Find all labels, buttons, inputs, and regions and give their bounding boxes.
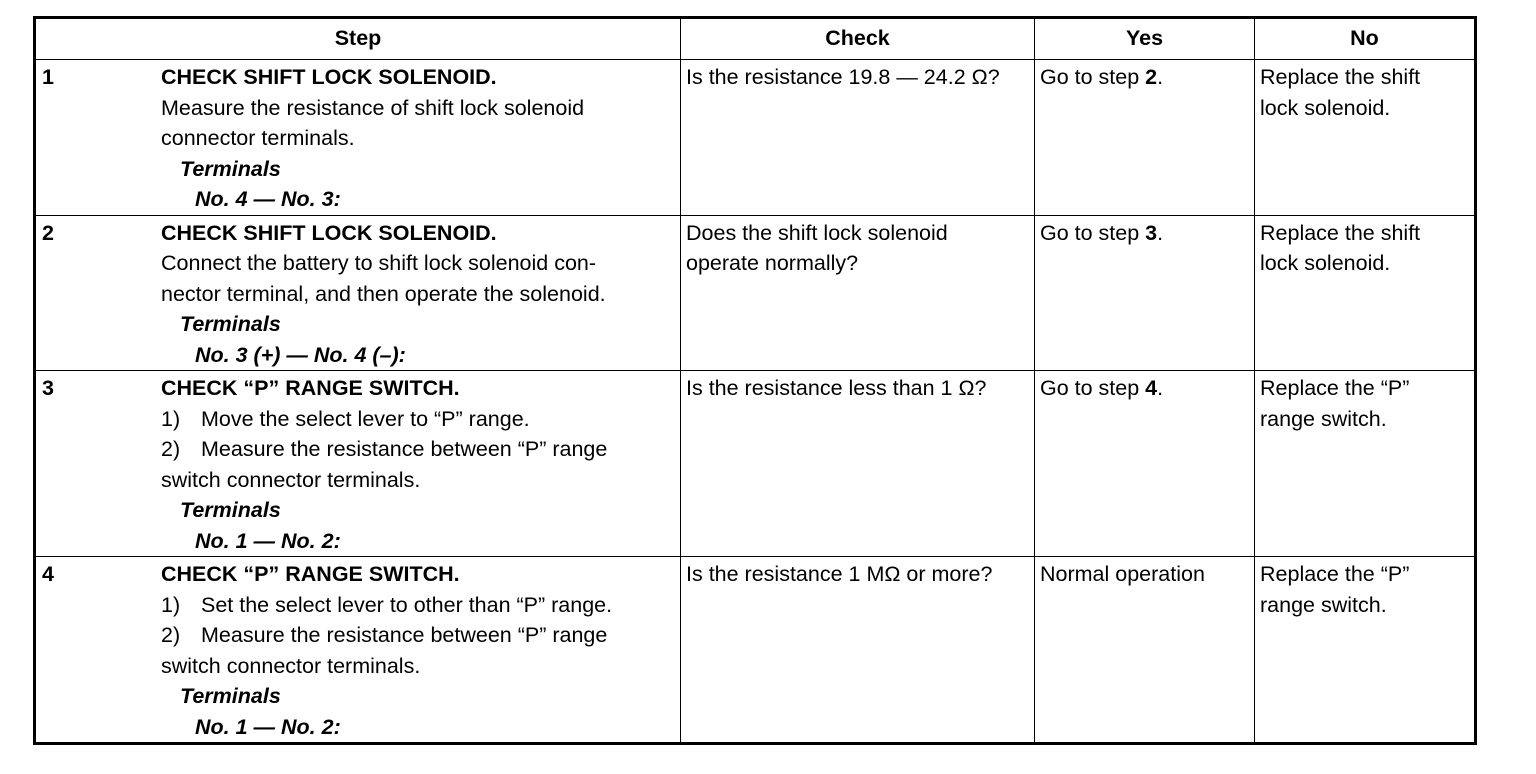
no-text: lock solenoid. <box>1260 251 1391 275</box>
no-text: Replace the shift <box>1260 65 1421 89</box>
step-title: CHECK SHIFT LOCK SOLENOID. <box>161 65 497 89</box>
step-text-line: switch connector terminals. <box>161 653 421 678</box>
terminals-label: Terminals <box>180 156 281 181</box>
yes-cell <box>1035 557 1255 744</box>
step-text-line: connector terminals. <box>161 126 355 150</box>
substep-label: 2) <box>161 437 181 461</box>
yes-text: Go to step <box>1040 220 1146 245</box>
check-text: operate normally? <box>686 251 859 275</box>
no-cell <box>1255 557 1476 744</box>
yes-cell <box>1035 371 1255 557</box>
step-title: CHECK “P” RANGE SWITCH. <box>161 376 460 400</box>
no-text: Replace the “P” <box>1260 376 1410 400</box>
substep-text: Move the select lever to “P” range. <box>201 406 530 431</box>
table-row <box>35 215 1476 371</box>
terminals-label: Terminals <box>180 498 281 522</box>
table-row <box>35 557 1476 744</box>
yes-step-ref: 2 <box>1145 65 1158 89</box>
terminals-value: No. 3 (+) — No. 4 (–): <box>195 342 406 367</box>
header-check: Check <box>681 18 1035 60</box>
yes-text: Normal operation <box>1040 562 1205 586</box>
no-text: Replace the “P” <box>1260 562 1410 586</box>
header-row <box>35 18 1476 60</box>
check-cell <box>681 60 1035 216</box>
step-substep <box>161 620 675 651</box>
check-text: Is the resistance 1 MΩ or more? <box>686 562 993 586</box>
no-text: Replace the shift <box>1260 220 1421 245</box>
step-number: 3 <box>42 376 54 400</box>
yes-step-ref: 4 <box>1145 376 1158 400</box>
check-cell <box>681 215 1035 371</box>
step-cell <box>35 371 681 557</box>
step-text-line: Connect the battery to shift lock solenoid con- <box>161 251 597 275</box>
diagnostic-table <box>33 16 1477 745</box>
yes-step-ref: 3 <box>1145 220 1158 245</box>
yes-suffix: . <box>1157 220 1164 245</box>
no-text: range switch. <box>1260 592 1387 617</box>
step-text-line: switch connector terminals. <box>161 467 421 492</box>
yes-suffix: . <box>1157 376 1164 400</box>
no-cell <box>1255 215 1476 371</box>
yes-text: Go to step <box>1040 65 1146 89</box>
terminals-value: No. 4 — No. 3: <box>195 187 341 211</box>
table-row <box>35 60 1476 216</box>
check-text: Is the resistance 19.8 — 24.2 Ω? <box>686 65 1000 89</box>
no-cell <box>1255 60 1476 216</box>
header-step: Step <box>35 18 681 60</box>
no-text: lock solenoid. <box>1260 95 1391 120</box>
terminals-value: No. 1 — No. 2: <box>195 714 341 739</box>
substep-label: 1) <box>161 406 181 431</box>
step-title: CHECK SHIFT LOCK SOLENOID. <box>161 220 497 245</box>
terminals-label: Terminals <box>180 684 281 708</box>
check-text: Does the shift lock solenoid <box>686 220 948 245</box>
step-cell <box>35 60 681 216</box>
header-no: No <box>1255 18 1476 60</box>
step-title: CHECK “P” RANGE SWITCH. <box>161 562 460 586</box>
terminals-label: Terminals <box>180 312 281 336</box>
header-yes: Yes <box>1035 18 1255 60</box>
no-cell <box>1255 371 1476 557</box>
step-number: 1 <box>42 65 54 89</box>
table-row <box>35 371 1476 557</box>
step-text-line: nector terminal, and then operate the solenoid. <box>161 281 606 306</box>
step-text-line: Measure the resistance of shift lock solenoid <box>161 95 585 120</box>
substep-label: 1) <box>161 592 181 617</box>
yes-cell <box>1035 60 1255 216</box>
step-cell <box>35 557 681 744</box>
yes-text: Go to step <box>1040 376 1146 400</box>
check-text: Is the resistance less than 1 Ω? <box>686 376 987 400</box>
yes-suffix: . <box>1157 65 1164 89</box>
check-cell <box>681 371 1035 557</box>
substep-text: Measure the resistance between “P” range <box>201 437 608 461</box>
substep-label: 2) <box>161 623 181 647</box>
terminals-value: No. 1 — No. 2: <box>195 528 341 553</box>
yes-cell <box>1035 215 1255 371</box>
step-substep <box>161 404 675 435</box>
step-cell <box>35 215 681 371</box>
step-substep <box>161 590 675 621</box>
substep-text: Set the select lever to other than “P” range. <box>201 592 613 617</box>
check-cell <box>681 557 1035 744</box>
step-number: 2 <box>42 220 54 245</box>
step-substep <box>161 434 675 465</box>
substep-text: Measure the resistance between “P” range <box>201 623 608 647</box>
step-number: 4 <box>42 562 54 586</box>
no-text: range switch. <box>1260 406 1387 431</box>
